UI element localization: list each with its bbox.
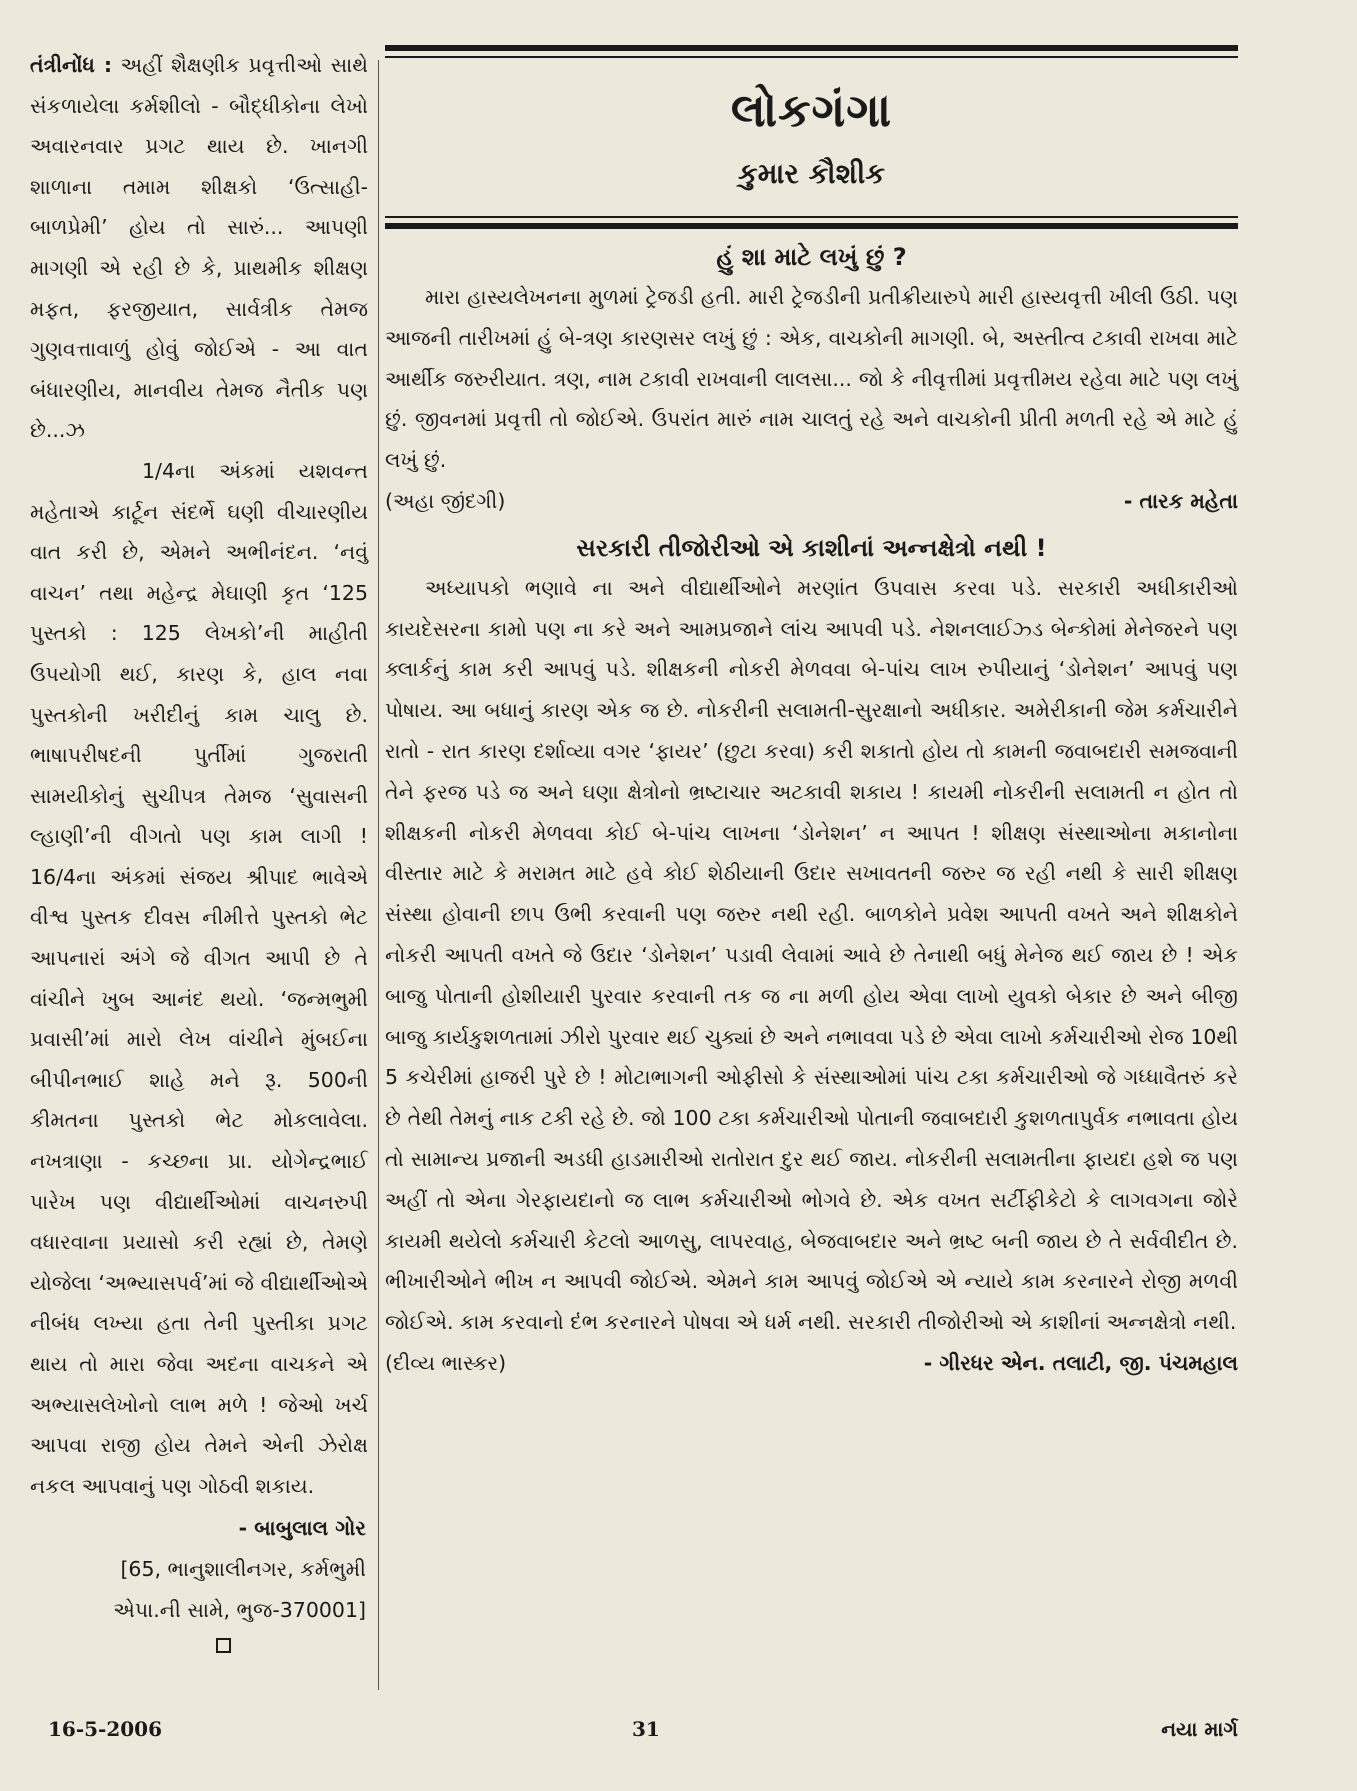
editor-note-heading: તંત્રીનોંધ : — [30, 53, 113, 77]
article-source: (અહા જીંદગી) — [385, 488, 506, 513]
article-title: હું શા માટે લખું છું ? — [716, 243, 907, 271]
article-title: સરકારી તીજોરીઓ એ કાશીનાં અન્નક્ષેત્રો નથી ! — [576, 533, 1047, 562]
editor-note — [30, 45, 368, 451]
masthead-rule-bottom — [385, 223, 1238, 229]
end-mark-icon — [216, 1638, 231, 1653]
article-body: અધ્યાપકો ભણાવે ના અને વીદ્યાર્થીઓને મરણાંત ઉપવાસ કરવા પડે. સરકારી અધીકારીઓ કાયદેસરના કામો પણ ના કરે અને આમપ્રજાને લાંચ આપવી પડે. નેશનલાઈઝ્ડ બેન્કોમાં મેનેજરને પણ ક્લાર્કનું કામ કરી આપવું પડે. શીક્ષકની નોકરી મેળવવા બે-પાંચ લાખ રુપીયાનું ‘ડોનેશન’ આપવું પણ પોષાય. આ બધાનું કારણ એક જ છે. નોકરીની સલામતી-સુરક્ષાનો અધીકાર. અમેરીકાની જેમ કર્મચારીને રાતો - રાત કારણ દર્શાવ્યા વગર ‘ફાયર’ (છુટા કરવા) કરી શકાતો હોય તો કામની જવાબદારી સમજવાની તેને ફરજ પડે જ અને ઘણા ક્ષેત્રોનો ભ્રષ્ટાચાર અટકાવી શકાય ! કાયમી નોકરીની સલામતી ન હોત તો શીક્ષકની નોકરી મેળવવા કોઈ બે-પાંચ લાખના ‘ડોનેશન’ ન આપત ! શીક્ષણ સંસ્થાઓના મકાનોના વીસ્તાર માટે કે મરામત માટે હવે કોઈ શેઠીયાની ઉદાર સખાવતની જરુર જ રહી નથી કે સારી શીક્ષણ સંસ્થા હોવાની છાપ ઉભી કરવાની પણ જરુર નથી રહી. બાળકોને પ્રવેશ આપતી વખતે અને શીક્ષકોને નોકરી આપતી વખતે જે ઉદાર ‘ડોનેશન’ પડાવી લેવામાં આવે છે તેનાથી બધું મેનેજ થઈ જાય છે ! એક બાજુ પોતાની હોશીયારી પુરવાર કરવાની તક જ ના મળી હોય એવા લાખો યુવકો બેકાર છે અને બીજી બાજુ કાર્યકુશળતામાં ઝીરો પુરવાર થઈ ચુક્યાં છે અને નભાવવા પડે છે એવા લાખો કર્મચારીઓ રોજ 10થી 5 કચેરીમાં હાજરી પુરે છે ! મોટાભાગની ઓફીસો કે સંસ્થાઓમાં પાંચ ટકા કર્મચારીઓ જે ગધ્ધાવૈતરું કરે છે તેથી તેમનું નાક ટકી રહે છે. જો 100 ટકા કર્મચારીઓ પોતાની જવાબદારી કુશળતાપુર્વક નભાવતા હોય તો સામાન્ય પ્રજાની અડધી હાડમારીઓ રાતોરાત દુર થઈ જાય. નોકરીની સલામતીના ફાયદા હશે જ પણ અહીં તો એના ગેરફાયદાનો જ લાભ કર્મચારીઓ ભોગવે છે. એક વખત સર્ટીફીકેટો કે લાગવગના જોરે કાયમી થયેલો કર્મચારી કેટલો આળસુ, લાપરવાહ, બેજવાબદાર અને ભ્રષ્ટ બની જાય છે તે સર્વવીદીત છે. ભીખારીઓને ભીખ ન આપવી જોઈએ. એમને કામ આપવું જોઈએ એ ન્યાયે કામ કરનારને રોજી મળવી જોઈએ. કામ કરવાનો દંભ કરનારને પોષવા એ ધર્મ નથી. સરકારી તીજોરીઓ એ કાશીનાં અન્નક્ષેત્રો નથી. — [385, 575, 1238, 1335]
article-why-i-write — [385, 237, 1238, 522]
column-divider — [378, 60, 379, 1690]
magazine-name: નયા માર્ગ — [1161, 1717, 1238, 1741]
reader-letter: 1/4ના અંકમાં યશવન્ત મહેતાએ કાર્ટૂન સંદર્ભે ઘણી વીચારણીય વાત કરી છે, એમને અભીનંદન. ‘નવું વાચન’ તથા મહેન્દ્ર મેઘાણી કૃત ‘125 પુસ્તકો : 125 લેખકો’ની માહીતી ઉપયોગી થઈ, કારણ કે, હાલ નવા પુસ્તકોની ખરીદીનું કામ ચાલુ છે. ભાષાપરીષદની પુર્તીમાં ગુજરાતી સામયીકોનું સુચીપત્ર તેમજ ‘સુવાસની લ્હાણી’ની વીગતો પણ કામ લાગી ! 16/4ના અંકમાં સંજય શ્રીપાદ ભાવેએ વીશ્વ પુસ્તક દીવસ નીમીત્તે પુસ્તકો ભેટ આપનારાં અંગે જે વીગત આપી છે તે વાંચીને ખુબ આનંદ થયો. ‘જન્મભુમી પ્રવાસી’માં મારો લેખ વાંચીને મુંબઈના બીપીનભાઈ શાહે મને રૂ. 500ની કીમતના પુસ્તકો ભેટ મોકલાવેલા. નખત્રાણા - કચ્છના પ્રા. યોગેન્દ્રભાઈ પારેખ પણ વીદ્યાર્થીઓમાં વાચનરુપી વધારવાના પ્રયાસો કરી રહ્યાં છે, તેમણે યોજેલા ‘અભ્યાસપર્વ’માં જે વીદ્યાર્થીઓએ નીબંધ લખ્યા હતા તેની પુસ્તીકા પ્રગટ થાય તો મારા જેવા અદના વાચકને એ અભ્યાસલેખોનો લાભ મળે ! જેઓ ખર્ચ આપવા રાજી હોય તેમને એની ઝેરોક્ષ નકલ આપવાનું પણ ગોઠવી શકાય. — [30, 458, 368, 1498]
article-author: - ગીરધર એન. તલાટી, જી. પંચમહાલ — [923, 1350, 1238, 1375]
column-author: કુમાર કૌશીક — [738, 157, 885, 190]
issue-date: 16-5-2006 — [48, 1717, 163, 1741]
masthead — [385, 58, 1238, 192]
letter-address-line1: [65, ભાનુશાલીનગર, કર્મભુમી — [120, 1556, 366, 1581]
article-footer — [385, 481, 1238, 522]
article-government-treasury — [385, 528, 1238, 1384]
page-footer — [48, 1717, 1238, 1747]
page-number: 31 — [632, 1717, 660, 1741]
letter-address-line2: એપા.ની સામે, ભુજ-370001] — [113, 1597, 366, 1622]
editor-note-text: અહીં શૈક્ષણીક પ્રવૃત્તીઓ સાથે સંકળાયેલા કર્મશીલો - બૌદ્ધીકોના લેખો અવારનવાર પ્રગટ થાય છે. ખાનગી શાળાના તમામ શીક્ષકો ‘ઉત્સાહી-બાળપ્રેમી’ હોય તો સારું... આપણી માગણી એ રહી છે કે, પ્રાથમીક શીક્ષણ મફત, ફરજીયાત, સાર્વત્રીક તેમજ ગુણવત્તાવાળું હોવું જોઈએ - આ વાત બંધારણીય, માનવીય તેમજ નૈતીક પણ છે...ઝ — [30, 53, 368, 443]
article-source: (દીવ્ય ભાસ્કર) — [385, 1350, 507, 1375]
article-body: મારા હાસ્યલેખનના મુળમાં ટ્રેજડી હતી. મારી ટ્રેજડીની પ્રતીક્રીયારુપે મારી હાસ્યવૃત્તી ખીલી ઉઠી. પણ આજની તારીખમાં હું બે-ત્રણ કારણસર લખું છું : એક, વાચકોની માગણી. બે, અસ્તીત્વ ટકાવી રાખવા માટે આર્થીક જરુરીયાત. ત્રણ, નામ ટકાવી રાખવાની લાલસા... જો કે નીવૃત્તીમાં પ્રવૃત્તીમય રહેવા માટે પણ લખું છું. જીવનમાં પ્રવૃત્તી તો જોઈએ. ઉપરાંત મારું નામ ચાલતું રહે અને વાચકોની પ્રીતી મળતી રહે એ માટે હું લખું છું. — [385, 285, 1238, 473]
article-author: - તારક મહેતા — [1123, 488, 1238, 513]
column-title: લોકગંગા — [730, 83, 893, 137]
article-footer — [385, 1343, 1238, 1384]
letter-signature: - બાબુલાલ ગોર — [238, 1516, 366, 1541]
left-column — [30, 45, 368, 1653]
right-column — [385, 45, 1238, 1384]
